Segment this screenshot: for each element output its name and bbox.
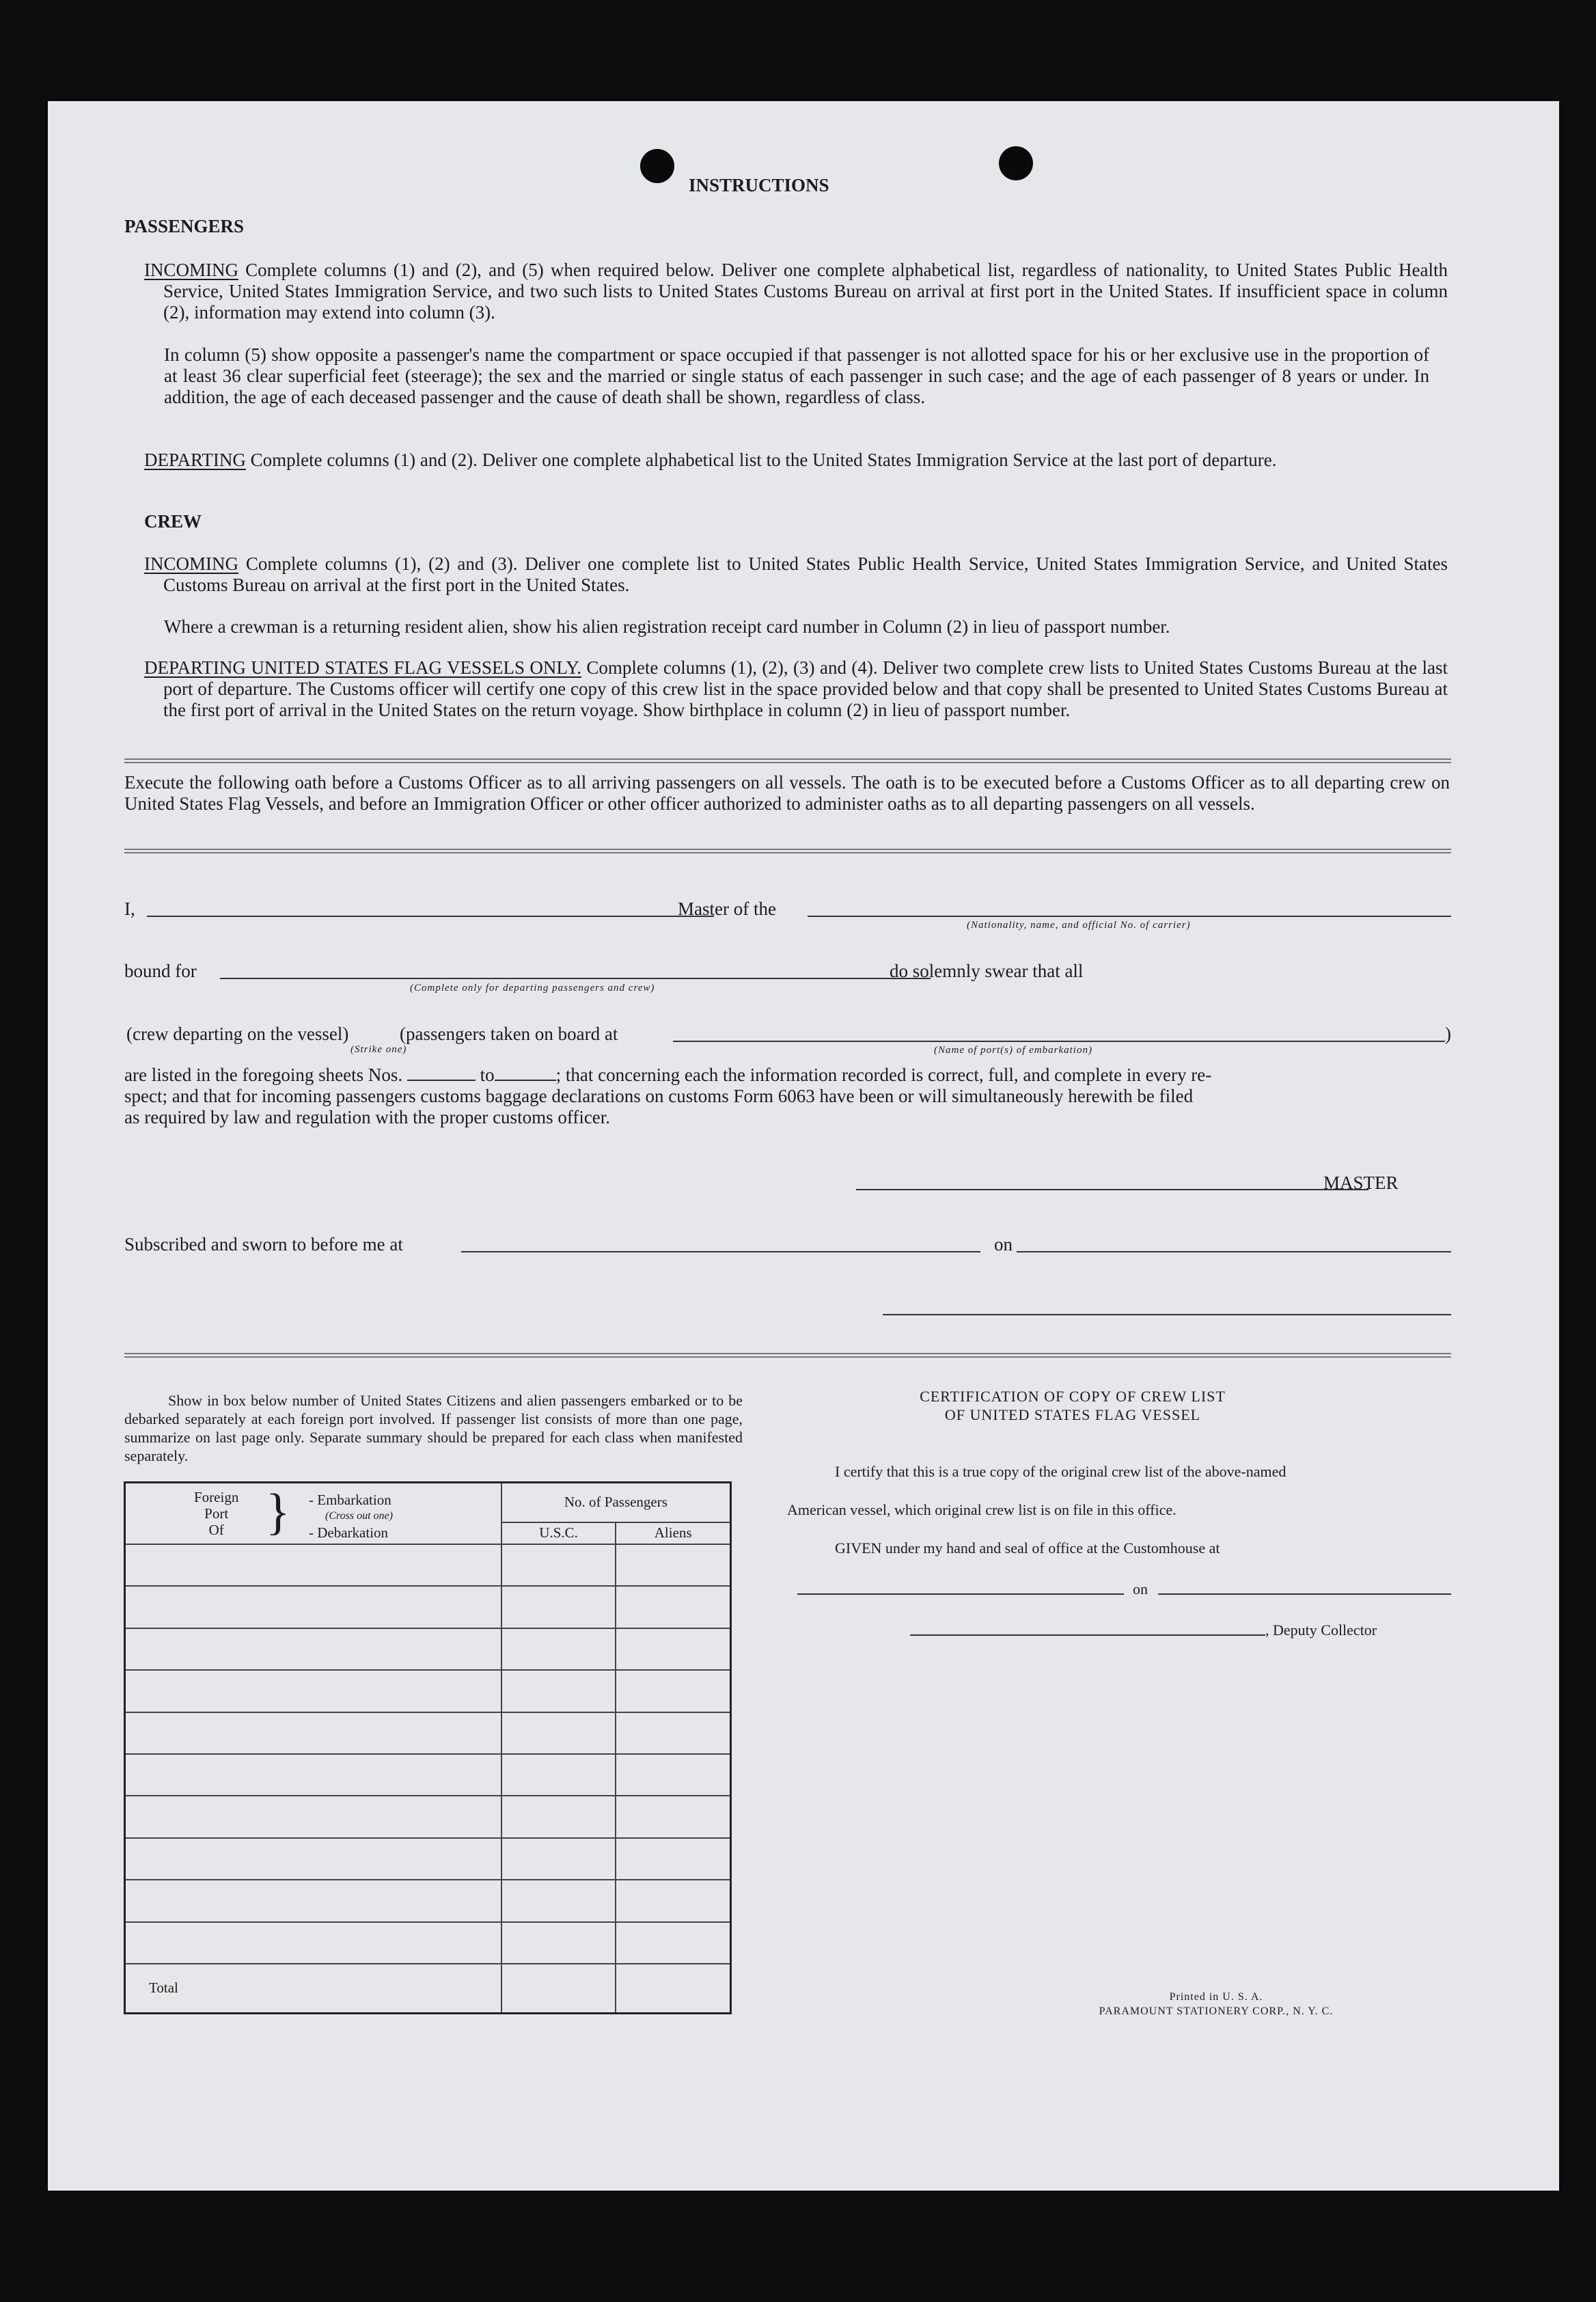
aliens-cell[interactable] <box>616 1628 730 1670</box>
aliens-cell[interactable] <box>616 1544 730 1586</box>
port-cell[interactable] <box>125 1586 501 1628</box>
master-of-the-label: Master of the <box>678 899 776 919</box>
passengers-heading: PASSENGERS <box>124 216 245 236</box>
printer-line-2: PARAMOUNT STATIONERY CORP., N. Y. C. <box>1099 2005 1334 2017</box>
certification-title <box>799 1387 1346 1424</box>
port-cell[interactable] <box>125 1670 501 1712</box>
sheets-text-a: are listed in the foregoing sheets Nos. <box>124 1065 403 1085</box>
usc-cell[interactable] <box>501 1544 616 1586</box>
master-name-field[interactable] <box>147 916 714 917</box>
embarkation-ports-hint: (Name of port(s) of embarkation) <box>934 1045 1092 1056</box>
no-passengers-header: No. of Passengers <box>501 1483 731 1522</box>
passenger-summary-table <box>124 1481 732 2014</box>
punch-hole-right <box>999 146 1033 180</box>
embarkation-ports-field[interactable] <box>673 1041 1445 1042</box>
sheets-sentence <box>124 1065 1453 1086</box>
form-page <box>48 101 1559 2191</box>
divider-top <box>124 758 1451 763</box>
sheets-text-b: ; that concerning each the information recorded is correct, full, and complete in every re- <box>555 1065 1212 1085</box>
usc-cell[interactable] <box>501 1712 616 1754</box>
port-cell[interactable] <box>125 1544 501 1586</box>
oath-i-label: I, <box>124 899 135 919</box>
customhouse-field[interactable] <box>797 1593 1124 1595</box>
port-cell[interactable] <box>125 1838 501 1880</box>
passengers-incoming-text: Complete columns (1) and (2), and (5) when required below. Deliver one complete alphabetical list, regardless of nationality, to United States Public Health Service, United States Immigration Service, and two such lists to United States Customs Bureau on arrival at first port in the United States. If insufficient space in column (2), information may extend into column (3). <box>163 260 1448 323</box>
port-cell[interactable] <box>125 1754 501 1796</box>
aliens-cell[interactable] <box>616 1670 730 1712</box>
of-label: Of <box>208 1522 224 1538</box>
aliens-header: Aliens <box>616 1522 730 1544</box>
usc-cell[interactable] <box>501 1922 616 1964</box>
passengers-departing-paragraph <box>144 450 1448 471</box>
crew-incoming-label: INCOMING <box>144 553 238 574</box>
summary-note: Show in box below number of United States Citizens and alien passengers embarked or to be debarked separately at each foreign port involved. If passenger list consists of more than one page, summarize on last page only. Separate summary should be prepared for each class when manifested separately. <box>124 1392 743 1464</box>
passengers-incoming-label: INCOMING <box>144 260 238 280</box>
crew-incoming-text: Complete columns (1), (2) and (3). Deliver one complete list to United States Public Health Service, United States Immigration Service, and United States Customs Bureau on arrival at the first port in the United States. <box>163 553 1448 595</box>
usc-cell[interactable] <box>501 1838 616 1880</box>
crew-departing-label: DEPARTING UNITED STATES FLAG VESSELS ONLY. <box>144 657 581 678</box>
aliens-cell[interactable] <box>616 1796 730 1837</box>
aliens-cell[interactable] <box>616 1754 730 1796</box>
passengers-departing-text: Complete columns (1) and (2). Deliver one complete alphabetical list to the United States Immigration Service at the last port of departure. <box>250 450 1277 470</box>
close-paren: ) <box>1445 1024 1451 1044</box>
sheets-text-d: as required by law and regulation with the proper customs officer. <box>124 1107 611 1127</box>
printer-line-1: Printed in U. S. A. <box>1169 1991 1263 2003</box>
passengers-incoming-paragraph <box>144 260 1448 323</box>
passengers-departing-label: DEPARTING <box>144 450 246 470</box>
certification-on-label: on <box>1133 1580 1148 1598</box>
usc-total-cell[interactable] <box>501 1964 616 2014</box>
officer-signature-field[interactable] <box>883 1314 1451 1315</box>
bound-for-field[interactable] <box>220 978 931 979</box>
usc-cell[interactable] <box>501 1586 616 1628</box>
embarkation-option[interactable]: - Embarkation <box>309 1492 391 1508</box>
carrier-field[interactable] <box>808 916 1451 917</box>
crew-resident-paragraph: Where a crewman is a returning resident alien, show his alien registration receipt card number in Column (2) in lieu of passport number. <box>164 616 1170 637</box>
sworn-on-label: on <box>994 1234 1013 1255</box>
crew-incoming-paragraph <box>144 553 1448 596</box>
master-signature-field[interactable] <box>856 1189 1368 1190</box>
swear-text: do solemnly swear that all <box>890 961 1084 981</box>
brace-icon: } <box>266 1484 290 1540</box>
sheets-to-label: to <box>480 1065 495 1085</box>
port-cell[interactable] <box>125 1922 501 1964</box>
passengers-taken-option[interactable]: (passengers taken on board at <box>400 1024 618 1044</box>
cross-out-hint: (Cross out one) <box>325 1510 393 1522</box>
usc-cell[interactable] <box>501 1796 616 1837</box>
port-cell[interactable] <box>125 1880 501 1921</box>
sworn-place-field[interactable] <box>461 1251 980 1252</box>
usc-cell[interactable] <box>501 1754 616 1796</box>
crew-departing-option[interactable]: (crew departing on the vessel) <box>126 1024 349 1044</box>
page-title: INSTRUCTIONS <box>689 175 829 195</box>
sworn-date-field[interactable] <box>1017 1251 1451 1252</box>
foreign-label: Foreign <box>194 1489 239 1505</box>
deputy-collector-label: , Deputy Collector <box>1265 1621 1377 1639</box>
total-label: Total <box>125 1964 501 2014</box>
usc-cell[interactable] <box>501 1628 616 1670</box>
bound-for-label: bound for <box>124 961 197 981</box>
aliens-cell[interactable] <box>616 1880 730 1921</box>
bound-for-hint: (Complete only for departing passengers and crew) <box>410 983 655 994</box>
aliens-cell[interactable] <box>616 1922 730 1964</box>
sheets-text-c: spect; and that for incoming passengers customs baggage declarations on customs Form 6063 have been or will simultaneously herewith be filed <box>124 1086 1194 1106</box>
port-label: Port <box>204 1505 229 1522</box>
sheet-from-field[interactable] <box>407 1067 476 1081</box>
certification-title-2: OF UNITED STATES FLAG VESSEL <box>944 1406 1201 1423</box>
aliens-cell[interactable] <box>616 1712 730 1754</box>
oath-intro-paragraph: Execute the following oath before a Customs Officer as to all arriving passengers on all vessels. The oath is to be executed before a Customs Officer as to all departing crew on United States Flag Vessels, and before an Immigration Officer or other officer authorized to administer oaths as to all departing passengers on all vessels. <box>124 772 1450 814</box>
american-vessel-text: American vessel, which original crew list is on file in this office. <box>787 1501 1177 1518</box>
aliens-total-cell[interactable] <box>616 1964 730 2014</box>
certification-title-1: CERTIFICATION OF COPY OF CREW LIST <box>920 1388 1226 1405</box>
printer-imprint <box>1045 1990 1387 2018</box>
carrier-hint: (Nationality, name, and official No. of carrier) <box>967 920 1191 931</box>
passengers-column5-paragraph: In column (5) show opposite a passenger's name the compartment or space occupied if that passenger is not allotted space for his or her exclusive use in the proportion of at least 36 clear superficial feet (steerage); the sex and the married or single status of each passenger in such case; and the age of each passenger of 8 years or under. In addition, the age of each deceased passenger and the cause of death shall be shown, regardless of class. <box>164 344 1429 407</box>
strike-one-hint: (Strike one) <box>350 1044 407 1055</box>
given-text: GIVEN under my hand and seal of office at the Customhouse at <box>835 1539 1220 1557</box>
certify-text: I certify that this is a true copy of the original crew list of the above-named <box>835 1463 1287 1480</box>
certification-date-field[interactable] <box>1158 1593 1451 1595</box>
crew-departing-text: Complete columns (1), (2), (3) and (4). Deliver two complete crew lists to United States Customs Bureau at the last port of departure. The Customs officer will certify one copy of this crew list in the space provided below and that copy shall be presented to United States Customs Bureau at the first port of arrival in the United States on the return voyage. Show birthplace in column (2) in lieu of passport number. <box>163 657 1448 720</box>
divider-bottom <box>124 1353 1451 1358</box>
crew-heading: CREW <box>144 511 202 532</box>
aliens-cell[interactable] <box>616 1838 730 1880</box>
master-label: MASTER <box>1323 1173 1399 1193</box>
usc-cell[interactable] <box>501 1670 616 1712</box>
crew-departing-paragraph <box>144 657 1448 721</box>
debarkation-option[interactable]: - Debarkation <box>309 1524 389 1541</box>
port-cell[interactable] <box>125 1712 501 1754</box>
port-cell[interactable] <box>125 1796 501 1837</box>
usc-cell[interactable] <box>501 1880 616 1921</box>
subscribed-label: Subscribed and sworn to before me at <box>124 1234 403 1255</box>
deputy-signature-field[interactable] <box>910 1634 1265 1636</box>
usc-header: U.S.C. <box>501 1522 616 1544</box>
aliens-cell[interactable] <box>616 1586 730 1628</box>
divider-oath <box>124 849 1451 853</box>
port-header-cell <box>125 1483 501 1545</box>
sheet-to-field[interactable] <box>495 1067 556 1081</box>
punch-hole-left <box>640 149 674 183</box>
port-cell[interactable] <box>125 1628 501 1670</box>
